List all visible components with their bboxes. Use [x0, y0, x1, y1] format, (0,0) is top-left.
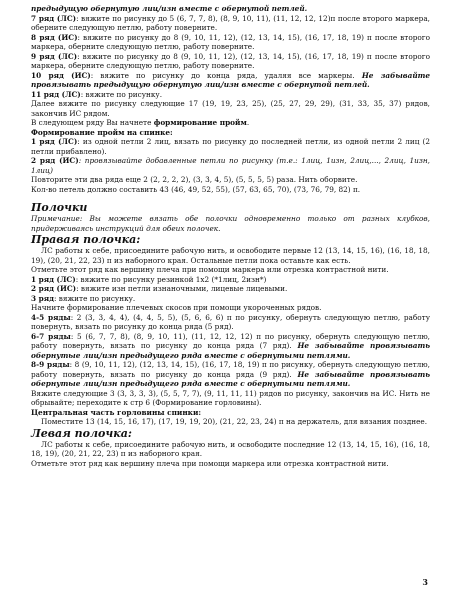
row-text: : вяжите по рисунку до 8 (9, 10, 11, 12), (12, 13, 14, 15), (16, 17, 18, 19) п после второго маркера, оберните следующую петлю, работу поверните. — [31, 32, 430, 51]
armhole-heading: Формирование пройм на спинке: — [31, 127, 173, 137]
next-row-bold: формирование пройм — [153, 118, 247, 127]
row-text: : из одной петли 2 лиц, вязать по рисунку до последней петли, из одной петли 2 лиц (2 петли прибавлено). — [31, 137, 430, 156]
rows-6-7 — [31, 332, 430, 361]
row-label: 10 ряд (ИС) — [31, 70, 91, 80]
neck-heading: Центральная часть горловины спинки: — [31, 407, 202, 417]
rows-8-9 — [31, 360, 430, 389]
right-row-1 — [31, 275, 430, 285]
row-text: : провязывайте добавленные петли по рисунку (т.е.: 1лиц, 1изн, 2лиц,..., 2лиц, 1изн, 1лиц) — [31, 156, 430, 175]
row-label: 7 ряд (ЛС) — [31, 13, 77, 23]
further-rows-text: Далее вяжите по рисунку следующие 17 (19, 19, 23, 25), (25, 27, 29, 29), (31, 33, 35, 37) рядов, закончив ИС рядом. — [31, 99, 430, 118]
row-8-instruction — [31, 33, 430, 52]
row-label: 1 ряд (ЛС) — [31, 137, 78, 146]
right-shelf-heading: Правая полочка: — [31, 233, 141, 246]
row-label: 11 ряд (ЛС) — [31, 89, 81, 99]
row-text: : вяжите по рисунку резинкой 1х2 (*1лиц, 2изн*) — [75, 274, 267, 284]
row-text: : 8 (9, 10, 11, 12), (12, 13, 14, 15), (16, 17, 18, 19) п по рисунку, обернуть следующую петлю, работу повернуть, вязать по рисунку до конца ряда (9 ряд). — [31, 360, 430, 379]
row-text: : 5 (6, 7, 7, 8), (8, 9, 10, 11), (11, 12, 12, 12) п по рисунку, обернуть следующую петлю, работу повернуть, вязать по рисунку до конца ряда (7 ряд). — [31, 331, 430, 350]
spacer — [31, 194, 430, 201]
repeat-text: Повторите эти два ряда еще 2 (2, 2, 2, 2), (3, 3, 4, 5), (5, 5, 5, 5) раза. Нить оборвите. — [31, 175, 358, 184]
row-text: : вяжите по рисунку до 5 (6, 7, 7, 8), (8, 9, 10, 11), (11, 12, 12, 12)п после второго маркера, оберните следующую петлю, работу поверните. — [31, 13, 430, 32]
row-text: : вяжите по рисунку до конца ряда, удаляя все маркеры. — [90, 70, 355, 80]
row-label: 1 ряд (ЛС) — [31, 274, 76, 284]
row-label: 2 ряд (ИС) — [31, 284, 77, 293]
knit-next-text: Вяжите следующие 3 (3, 3, 3, 3), (5, 5, 7, 7), (9, 11, 11, 11) рядов по рисунку, закончив на ИС. Нить не обрывайте; переходите к стр 6 (Формирование горловины). — [31, 388, 430, 407]
row-label: 6-7 ряды — [31, 331, 71, 341]
left-shelf-intro: ЛС работы к себе, присоедините рабочую нить, и освободите последние 12 (13, 14, 15, 16), (16, 18, 18, 19), (20, 21, 22, 23) п из наборного края. — [31, 439, 430, 458]
row-note: Не забывайте провязывать обернутые лиц/изн предыдущего ряда вместе с обернутыми петлями. — [31, 369, 431, 388]
row-text: : вяжите изн петли изнаночными, лицевые лицевыми. — [76, 284, 288, 293]
right-shelf-intro: ЛС работы к себе, присоедините рабочую нить, и освободите первые 12 (13, 14, 15, 16), (16, 18, 18, 19), (20, 21, 22, 23) п из наборного края. Остальные петли пока оставьте как есть. — [31, 246, 430, 265]
left-shelf-heading: Левая полочка: — [31, 426, 132, 440]
right-shelf-marker: Отметьте этот ряд как вершину плеча при помощи маркера или отрезка контрастной нити. — [31, 265, 389, 274]
shelves-note — [31, 214, 430, 233]
row-text: : вяжите по рисунку до 8 (9, 10, 11, 12), (12, 13, 14, 15), (16, 17, 18, 19) п после второго маркера, оберните следующую петлю, работу поверните. — [31, 51, 430, 70]
row-note: Не забывайте провязывать предыдущую обернутую лиц/изн вместе с обернутой петлей. — [31, 70, 430, 89]
row-label: 9 ряд (ЛС) — [31, 51, 78, 61]
armhole-row-2 — [31, 156, 430, 175]
page-number: 3 — [422, 577, 428, 587]
neck-text: Поместите 13 (14, 15, 16, 17), (17, 19, 19, 20), (21, 22, 23, 24) п на держатель, для вязания позднее. — [41, 417, 428, 426]
right-row-3 — [31, 294, 430, 304]
row-label: 8 ряд (ИС) — [31, 32, 78, 42]
row-10-instruction — [31, 71, 430, 90]
left-shelf-marker: Отметьте этот ряд как вершину плеча при помощи маркера или отрезка контрастной нити. — [31, 458, 389, 468]
right-row-2 — [31, 284, 430, 294]
shoulder-start-text: Начните формирование плечевых скосов при помощи укороченных рядов. — [31, 303, 322, 312]
row-label: 3 ряд — [31, 293, 54, 303]
next-row-prefix: В следующем ряду Вы начнете — [31, 118, 154, 127]
next-row-text: В следующем ряду Вы начнете формирование пройм. — [31, 118, 250, 127]
row-label: 2 ряд (ИС) — [31, 156, 79, 165]
row-label: 8-9 ряды — [31, 360, 70, 369]
row-text: : вяжите по рисунку. — [53, 293, 136, 303]
text-line: предыдущую обернутую лиц/изн вместе с обернутой петлей. — [31, 4, 308, 13]
row-label: 4-5 ряды — [31, 312, 71, 322]
rows-4-5 — [31, 313, 430, 332]
note-label: Примечание — [31, 214, 80, 223]
row-text: : 2 (3, 3, 4, 4), (4, 4, 5, 5), (5, 6, 6, 6) п по рисунку, обернуть следующую петлю, работу повернуть, вязать по рисунку до конца ряда (5 ряд). — [31, 312, 430, 331]
row-9-instruction — [31, 52, 430, 71]
note-text: : Вы можете вязать обе полочки одновременно только от разных клубков, придерживаясь инструкций для обеих полочек. — [31, 214, 430, 233]
row-text: : вяжите по рисунку. — [80, 89, 163, 99]
shelves-heading: Полочки — [31, 201, 88, 214]
row-11-instruction — [31, 90, 430, 100]
armhole-row-1 — [31, 137, 430, 156]
stitch-count-text: Кол-во петель должно составить 43 (46, 49, 52, 55), (57, 63, 65, 70), (73, 76, 79, 82) п. — [31, 184, 361, 194]
row-7-instruction — [31, 14, 430, 33]
row-note: Не забывайте провязывать обернутые лиц/изн предыдущего ряда вместе с обернутыми петлями. — [31, 341, 431, 360]
